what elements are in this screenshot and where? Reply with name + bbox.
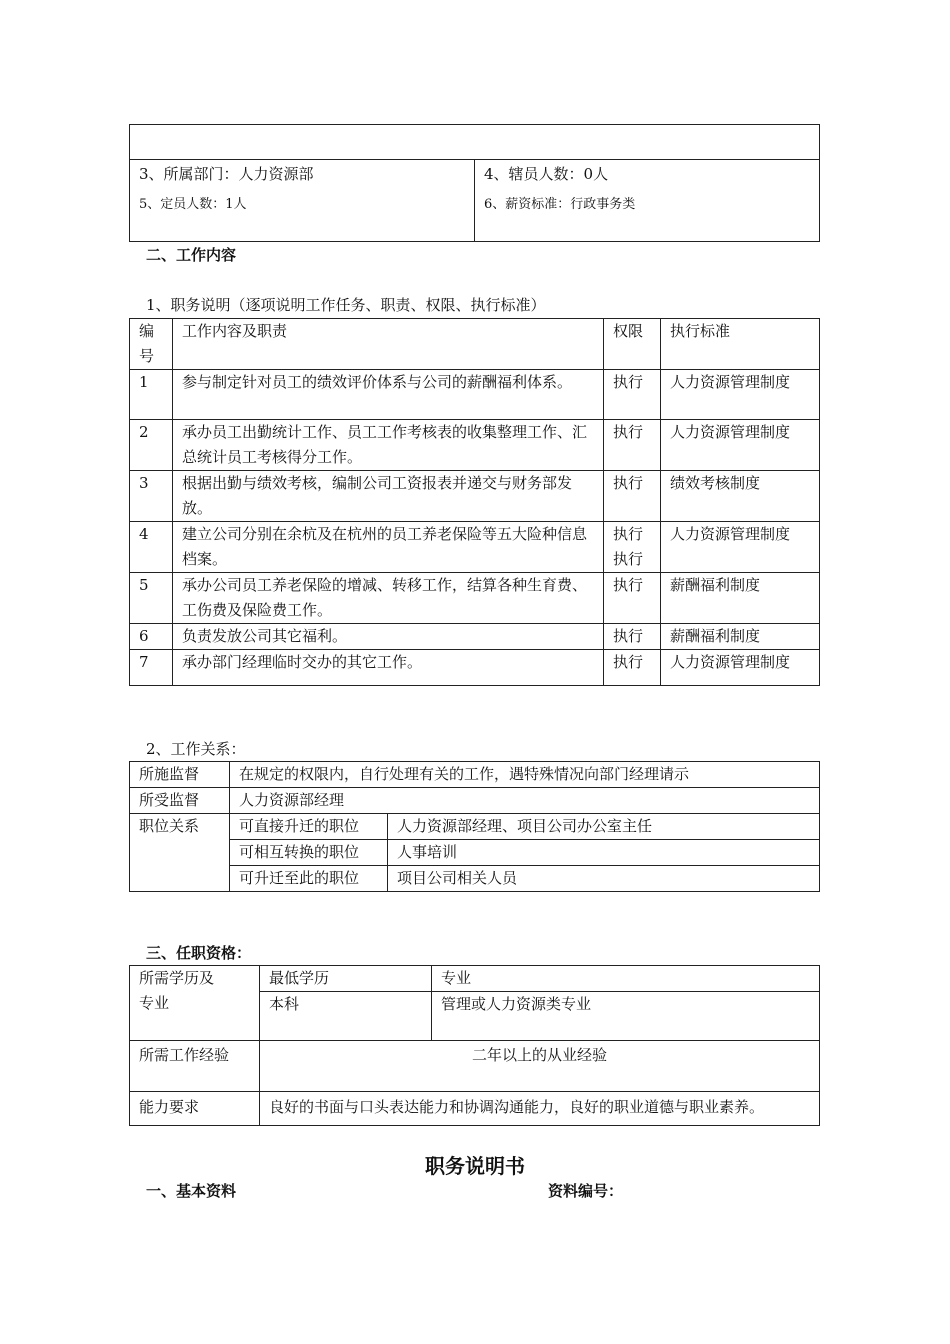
duty-no: 2 <box>130 420 173 471</box>
duty-authority: 执行 <box>604 573 661 624</box>
dept-cell: 3、所属部门：人力资源部 <box>130 160 475 190</box>
header-standard: 执行标准 <box>661 319 820 370</box>
duty-no: 1 <box>130 370 173 420</box>
duty-standard: 人力资源管理制度 <box>661 420 820 471</box>
duty-no: 7 <box>130 650 173 686</box>
duty-row <box>130 650 820 686</box>
duty-row <box>130 471 820 522</box>
duty-standard: 绩效考核制度 <box>661 471 820 522</box>
major-header: 专业 <box>432 966 820 992</box>
relations-caption: 2、工作关系： <box>146 740 246 758</box>
ability-label: 能力要求 <box>130 1092 260 1126</box>
header-content: 工作内容及职责 <box>173 319 604 370</box>
duty-row <box>130 522 820 573</box>
transfer-value: 人事培训 <box>388 840 820 866</box>
major-value: 管理或人力资源类专业 <box>432 992 820 1041</box>
duty-standard: 薪酬福利制度 <box>661 573 820 624</box>
header-authority: 权限 <box>604 319 661 370</box>
duty-no: 4 <box>130 522 173 573</box>
section-2-title: 二、工作内容 <box>146 246 237 264</box>
duty-no: 3 <box>130 471 173 522</box>
duty-authority: 执行 <box>604 420 661 471</box>
duties-table <box>129 318 820 686</box>
duty-content: 建立公司分别在余杭及在杭州的员工养老保险等五大险种信息档案。 <box>173 522 604 573</box>
duty-standard: 人力资源管理制度 <box>661 650 820 686</box>
duty-authority: 执行 <box>604 370 661 420</box>
transfer-label: 可相互转换的职位 <box>230 840 388 866</box>
subordinates-cell: 4、辖员人数：0人 <box>475 160 820 190</box>
qualifications-table <box>129 965 820 1126</box>
duty-content: 参与制定针对员工的绩效评价体系与公司的薪酬福利体系。 <box>173 370 604 420</box>
relations-table <box>129 761 820 892</box>
next-doc-title: 职务说明书 <box>425 1154 525 1178</box>
min-edu-header: 最低学历 <box>260 966 432 992</box>
promote-value: 人力资源部经理、项目公司办公室主任 <box>388 814 820 840</box>
position-label: 职位关系 <box>130 814 230 892</box>
supervised-label: 所受监督 <box>130 788 230 814</box>
duty-content: 根据出勤与绩效考核，编制公司工资报表并递交与财务部发放。 <box>173 471 604 522</box>
duty-row <box>130 420 820 471</box>
duty-content: 负责发放公司其它福利。 <box>173 624 604 650</box>
edu-label: 所需学历及专业 <box>130 966 260 1041</box>
duty-row <box>130 573 820 624</box>
duty-content: 承办部门经理临时交办的其它工作。 <box>173 650 604 686</box>
section-3-title: 三、任职资格： <box>146 944 252 962</box>
headcount-cell: 5、定员人数：1人 <box>130 190 475 242</box>
supervise-label: 所施监督 <box>130 762 230 788</box>
duty-content: 承办公司员工养老保险的增减、转移工作，结算各种生育费、工伤费及保险费工作。 <box>173 573 604 624</box>
ability-value: 良好的书面与口头表达能力和协调沟通能力，良好的职业道德与职业素养。 <box>260 1092 820 1126</box>
duty-standard: 人力资源管理制度 <box>661 522 820 573</box>
duties-caption: 1、职务说明（逐项说明工作任务、职责、权限、执行标准） <box>146 296 546 314</box>
doc-no-label: 资料编号： <box>548 1182 624 1200</box>
salary-cell: 6、薪资标准：行政事务类 <box>475 190 820 242</box>
duty-row <box>130 370 820 420</box>
next-section-1-title: 一、基本资料 <box>146 1182 237 1200</box>
from-label: 可升迁至此的职位 <box>230 866 388 892</box>
exp-label: 所需工作经验 <box>130 1041 260 1092</box>
duty-authority: 执行 <box>604 650 661 686</box>
duty-no: 5 <box>130 573 173 624</box>
duty-standard: 薪酬福利制度 <box>661 624 820 650</box>
duty-standard: 人力资源管理制度 <box>661 370 820 420</box>
basic-info-table <box>129 124 820 242</box>
min-edu-value: 本科 <box>260 992 432 1041</box>
header-no: 编号 <box>130 319 173 370</box>
promote-label: 可直接升迁的职位 <box>230 814 388 840</box>
supervise-value: 在规定的权限内，自行处理有关的工作，遇特殊情况向部门经理请示 <box>230 762 820 788</box>
duty-authority: 执行 <box>604 471 661 522</box>
from-value: 项目公司相关人员 <box>388 866 820 892</box>
supervised-value: 人力资源部经理 <box>230 788 820 814</box>
duty-content: 承办员工出勤统计工作、员工工作考核表的收集整理工作、汇总统计员工考核得分工作。 <box>173 420 604 471</box>
exp-value: 二年以上的从业经验 <box>260 1041 820 1092</box>
duty-row <box>130 624 820 650</box>
duty-no: 6 <box>130 624 173 650</box>
duty-authority: 执行 <box>604 624 661 650</box>
basic-info-empty-row <box>130 125 820 160</box>
duty-authority: 执行 执行 <box>604 522 661 573</box>
